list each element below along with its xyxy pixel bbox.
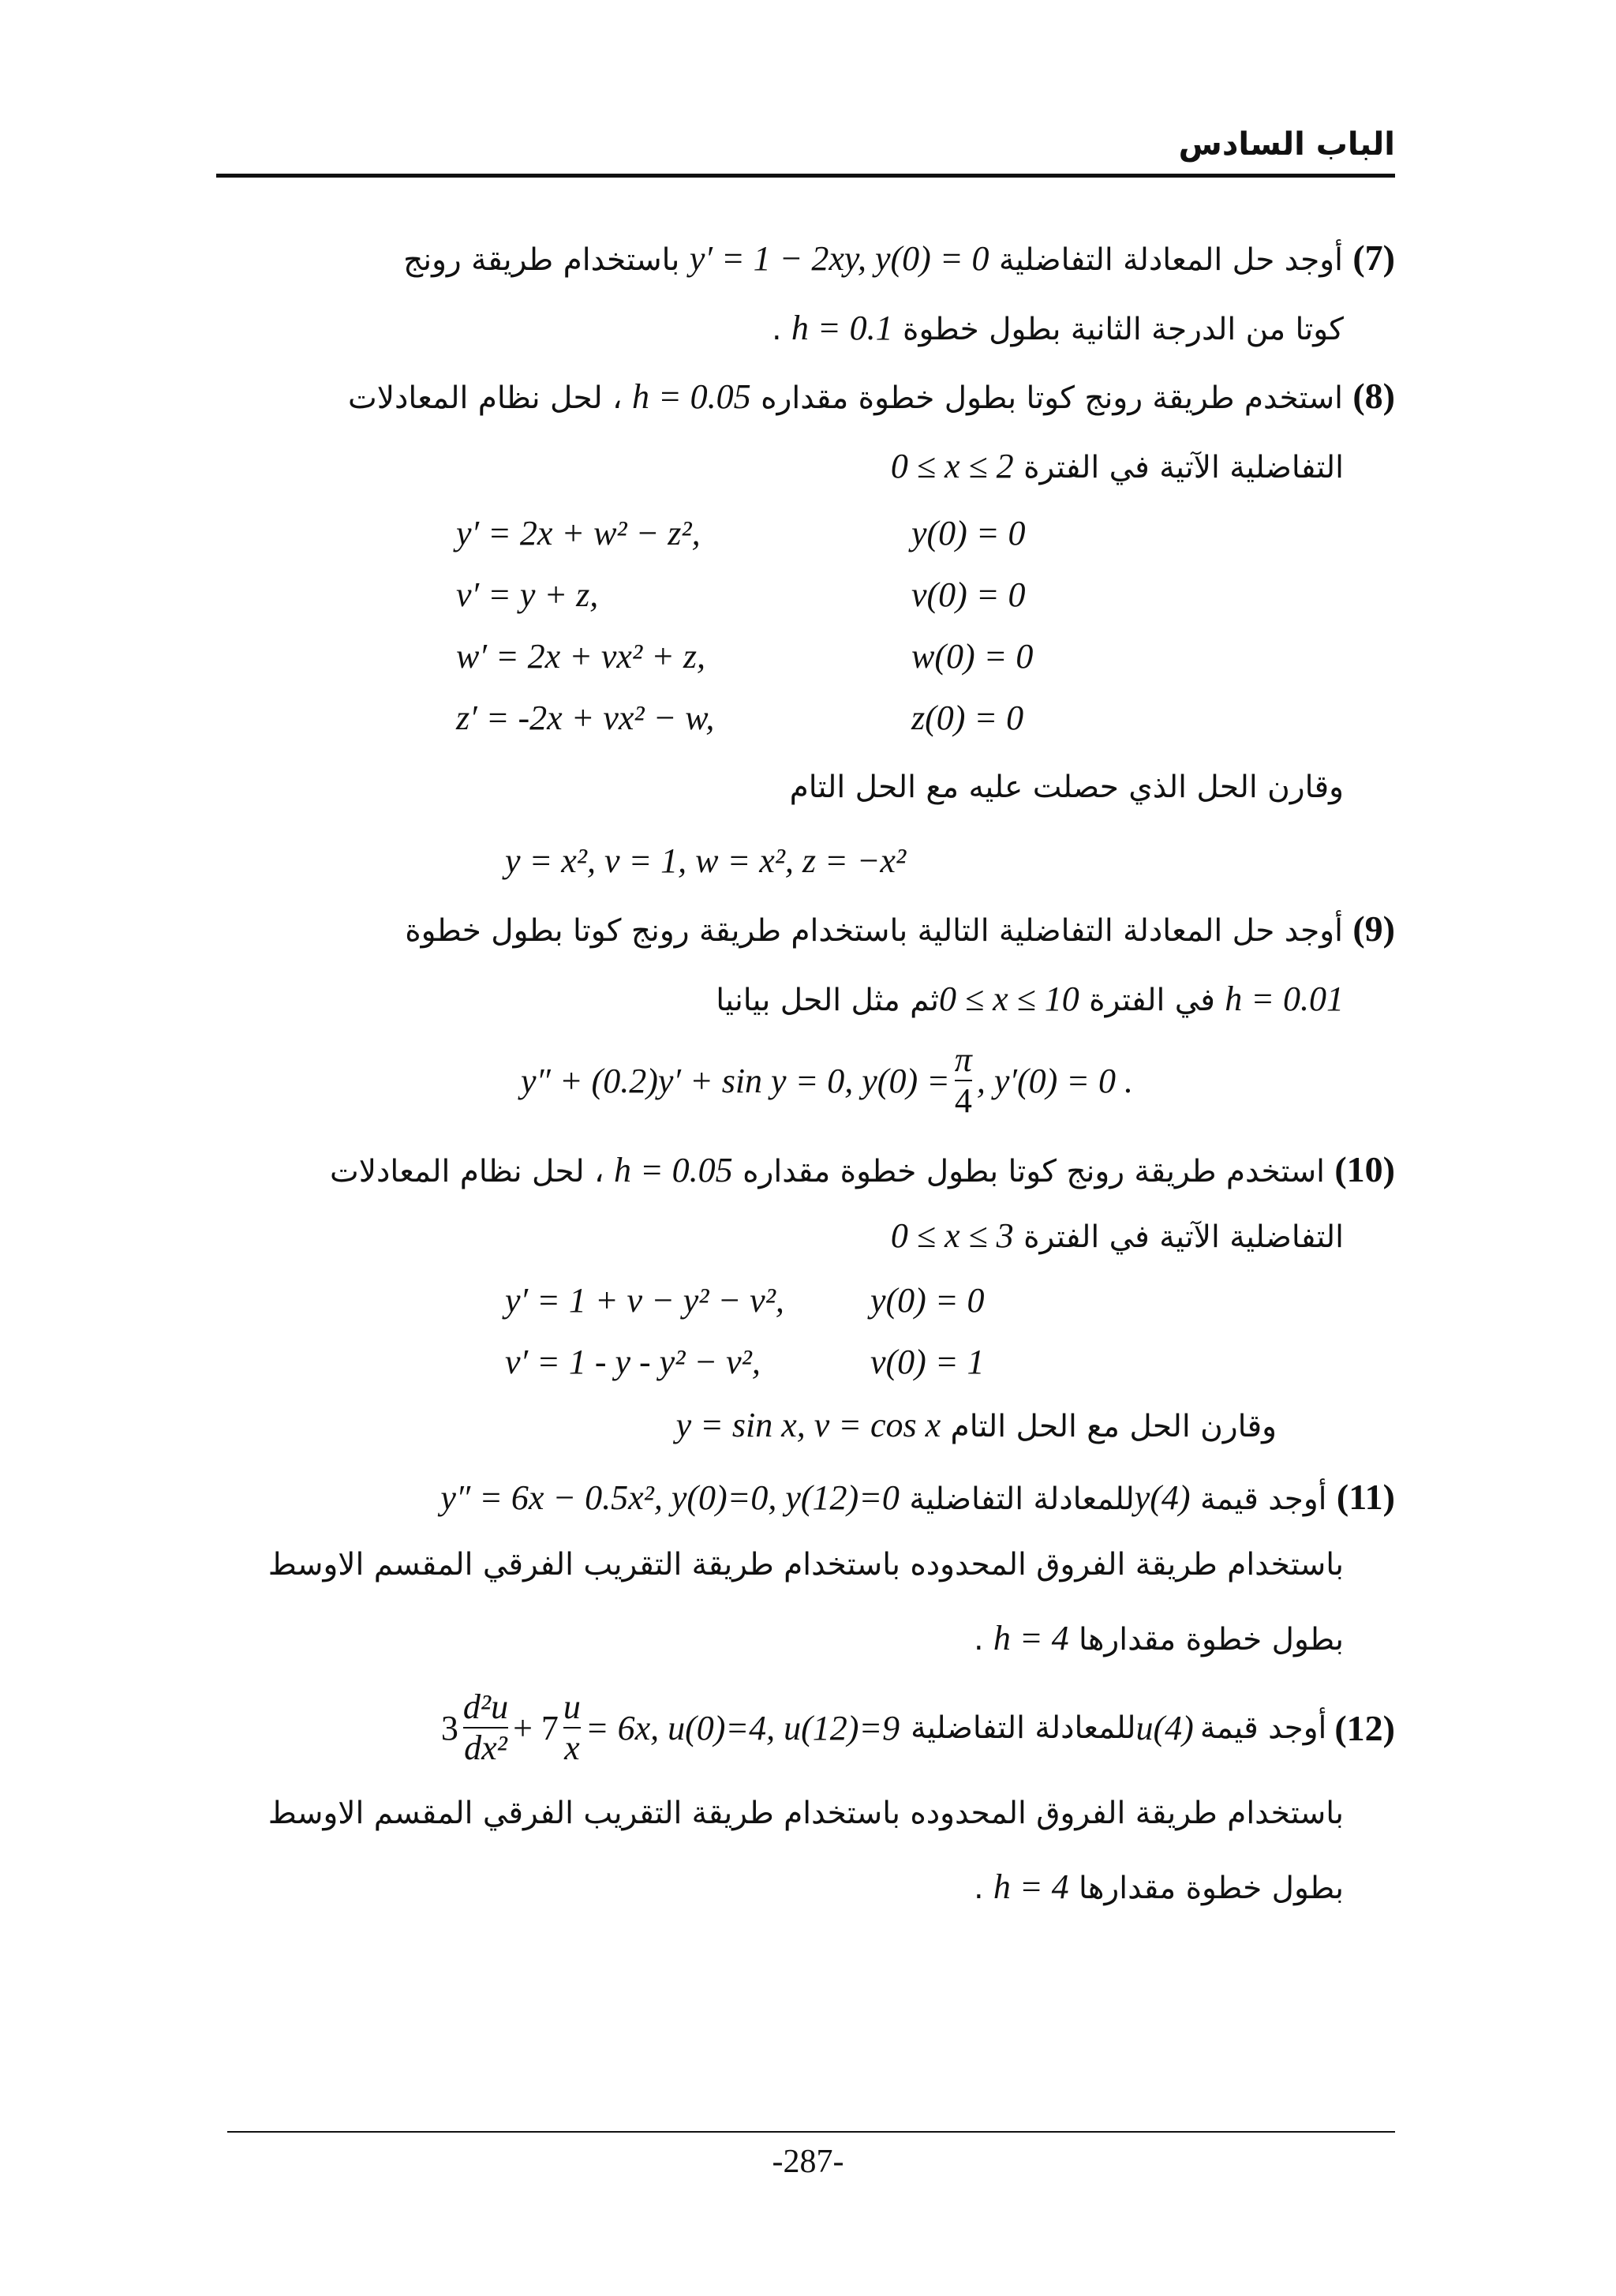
problem-9-line-1: (9) أوجد حل المعادلة التفاضلية التالية باستخدام طريقة رونج كوتا بطول خطوة [405,908,1395,949]
equation: z′ = -2x + vx² − w, [456,699,715,737]
problem-10-compare: وقارن الحل مع الحل التام y = sin x, v = cos x [675,1406,1277,1444]
problem-9-line-2: h = 0.01 في الفترة 0 ≤ x ≤ 10ثم مثل الحل بيانيا [716,979,1344,1018]
problem-number: (12) [1334,1707,1395,1748]
chapter-title: الباب السادس [1178,126,1395,163]
problem-11-line-2: باستخدام طريقة الفروق المحدوده باستخدام طريقة التقريب الفرقي المقسم الاوسط [267,1547,1344,1582]
header-rule [216,174,1395,178]
footer-rule [227,2131,1395,2133]
problem-10-line-2: التفاضلية الآتية في الفترة 0 ≤ x ≤ 3 [890,1216,1344,1255]
initial-condition: z(0) = 0 [911,699,1024,737]
problem-number: (10) [1334,1149,1395,1189]
problem-number: (7) [1352,238,1395,278]
problem-8-line-2: التفاضلية الآتية في الفترة 0 ≤ x ≤ 2 [890,447,1344,485]
problem-number: (11) [1336,1477,1395,1517]
compare-text: وقارن الحل الذي حصلت عليه مع الحل التام [789,770,1344,805]
initial-condition: v(0) = 0 [911,575,1026,614]
problem-number: (8) [1352,376,1395,416]
equation: y′ = 1 + v − y² − v², [505,1281,784,1320]
problem-12-line-2: باستخدام طريقة الفروق المحدوده باستخدام طريقة التقريب الفرقي المقسم الاوسط [267,1796,1344,1831]
fraction: $\frac{\text{d²u}}{\text{dx²}}$ [462,1687,509,1768]
problem-12-line-3: بطول خطوة مقدارها h = 4 . [974,1867,1344,1906]
initial-condition: v(0) = 1 [870,1343,985,1381]
page-number: -287- [772,2144,844,2180]
problem-11-line-3: بطول خطوة مقدارها h = 4 . [974,1619,1344,1657]
problem-10-line-1: (10) استخدم طريقة رونج كوتا بطول خطوة مقداره h = 0.05 ، لحل نظام المعادلات [330,1149,1395,1189]
initial-condition: y(0) = 0 [911,514,1026,552]
problem-7-line-2: كوتا من الدرجة الثانية بطول خطوة h = 0.1 . [772,309,1344,347]
problem-7-line-1: (7) أوجد حل المعادلة التفاضلية y′ = 1 − 2xy, y(0) = 0 باستخدام طريقة رونج [403,238,1395,278]
equation: v′ = 1 - y - y² − v², [505,1343,761,1381]
exact-solution: y = x², v = 1, w = x², z = −x² [505,841,907,880]
problem-9-equation: y″ + (0.2)y′ + sin y = 0, y(0) = $\frac{\pi}{4}$ , y′(0) = 0 . [521,1040,1133,1121]
fraction: $\frac{\pi}{4}$ [954,1040,972,1121]
equation: v′ = y + z, [456,575,599,614]
problem-11-line-1: (11) أوجد قيمة y(4)للمعادلة التفاضلية y″ = 6x − 0.5x², y(0)=0, y(12)=0 [440,1477,1395,1517]
equation: y′ = 2x + w² − z², [456,514,701,552]
problem-number: (9) [1352,908,1395,949]
initial-condition: y(0) = 0 [870,1281,985,1320]
problem-12-equation: 3 $\frac{\text{d²u}}{\text{dx²}}$ + 7 $\frac{u}{x}$ = 6x, u(0)=4, u(12)=9 [440,1687,900,1768]
fraction: $\frac{u}{x}$ [563,1687,581,1768]
equation: w′ = 2x + vx² + z, [456,637,705,676]
problem-8-line-1: (8) استخدم طريقة رونج كوتا بطول خطوة مقداره h = 0.05 ، لحل نظام المعادلات [348,376,1395,416]
problem-12-line-1: (12) أوجد قيمة u(4) للمعادلة التفاضلية 3 $\frac{\text{d²u}}{\text{dx²}}$ + 7 $\frac{u}{x}$ = 6x, u(0)=4, u(12)=9 [440,1687,1395,1768]
initial-condition: w(0) = 0 [911,637,1034,676]
